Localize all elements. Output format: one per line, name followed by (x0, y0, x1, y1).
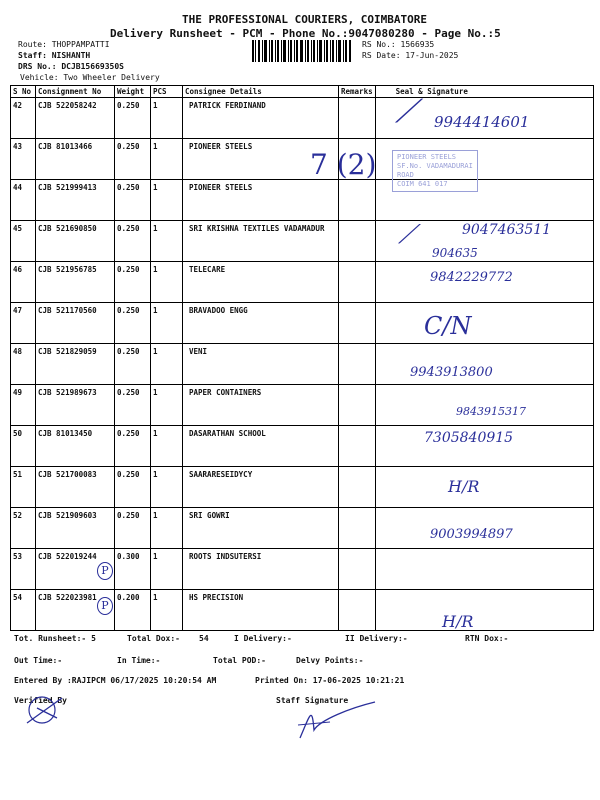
cell-weight: 0.250 (115, 344, 151, 385)
cell-sno: 52 (11, 508, 36, 549)
staff-label: Staff: NISHANTH (18, 51, 91, 60)
table-header-row (11, 86, 594, 98)
runsheet-table (10, 85, 594, 631)
cell-pcs: 1 (151, 139, 183, 180)
cell-weight: 0.250 (115, 221, 151, 262)
handwritten-phone-46: 9842229772 (430, 270, 513, 285)
cell-sno: 53 (11, 549, 36, 590)
cell-weight: 0.250 (115, 426, 151, 467)
col-consignment: Consignment No (36, 86, 115, 98)
cell-consignment: CJB 81013450 (36, 426, 115, 467)
barcode-image (252, 40, 352, 62)
cell-consignee: ROOTS INDSUTERSI (183, 549, 339, 590)
cell-weight: 0.300 (115, 549, 151, 590)
cell-sno: 44 (11, 180, 36, 221)
cell-sno: 49 (11, 385, 36, 426)
cell-pcs: 1 (151, 426, 183, 467)
delvy-points: Delvy Points:- (296, 656, 364, 665)
cell-weight: 0.250 (115, 98, 151, 139)
cell-consignee: TELECARE (183, 262, 339, 303)
total-dox-label: Total Dox:- (127, 634, 180, 643)
cell-remarks (339, 303, 376, 344)
printed-on: Printed On: 17-06-2025 10:21:21 (255, 676, 405, 685)
cell-consignee: PIONEER STEELS (183, 180, 339, 221)
cell-pcs: 1 (151, 590, 183, 631)
pod-mark-54: P (97, 597, 113, 615)
cell-sno: 46 (11, 262, 36, 303)
verified-signature-icon (22, 688, 82, 728)
ii-delivery: II Delivery:- (345, 634, 408, 643)
cell-consignment: CJB 521956785 (36, 262, 115, 303)
cell-consignee: PIONEER STEELS (183, 139, 339, 180)
cell-consignee: SRI GOWRI (183, 508, 339, 549)
cell-weight: 0.250 (115, 180, 151, 221)
cell-pcs: 1 (151, 98, 183, 139)
rs-number: RS No.: 1566935 (362, 40, 435, 49)
verified-by-label: Verified By (14, 696, 67, 705)
handwritten-count-43: 7 (2) (310, 148, 377, 181)
cell-pcs: 1 (151, 385, 183, 426)
route-label: Route: THOPPAMPATTI (18, 40, 110, 49)
col-signature: Seal & Signature (375, 86, 593, 98)
handwritten-phone-52: 9003994897 (430, 527, 513, 542)
in-time: In Time:- (117, 656, 161, 665)
handwritten-note-45: 904635 (432, 246, 478, 260)
cell-signature (375, 549, 593, 590)
col-remarks: Remarks (339, 86, 376, 98)
handwritten-phone-49: 9843915317 (456, 405, 526, 418)
cell-consignee: DASARATHAN SCHOOL (183, 426, 339, 467)
handwritten-phone-42: 9944414601 (434, 113, 530, 131)
company-stamp: PIONEER STEELS SF.No. VADAMADURAI ROAD COIM 641 017 (392, 150, 478, 192)
cell-remarks (339, 180, 376, 221)
col-pcs: PCS (151, 86, 183, 98)
vehicle-label: Vehicle: Two Wheeler Delivery (20, 73, 160, 82)
cell-remarks (339, 426, 376, 467)
cell-consignment: CJB 522023981 (36, 590, 115, 631)
total-runsheet: Tot. Runsheet:- 5 (14, 634, 96, 643)
cell-consignment: CJB 81013466 (36, 139, 115, 180)
cell-sno: 50 (11, 426, 36, 467)
cell-consignee: HS PRECISION (183, 590, 339, 631)
total-dox-value: 54 (199, 634, 209, 643)
total-pod: Total POD:- (213, 656, 266, 665)
cell-pcs: 1 (151, 180, 183, 221)
cell-pcs: 1 (151, 221, 183, 262)
rtn-dox: RTN Dox:- (465, 634, 509, 643)
cell-remarks (339, 98, 376, 139)
cell-weight: 0.250 (115, 303, 151, 344)
cell-consignee: VENI (183, 344, 339, 385)
cell-sno: 51 (11, 467, 36, 508)
cell-consignment: CJB 521909603 (36, 508, 115, 549)
pod-mark-53: P (97, 562, 113, 580)
drs-number: DRS No.: DCJB15669350S (18, 62, 124, 71)
cell-signature (375, 467, 593, 508)
cell-pcs: 1 (151, 467, 183, 508)
cell-remarks (339, 221, 376, 262)
cell-consignment: CJB 521170560 (36, 303, 115, 344)
signature-mark-42: ⟋ (395, 92, 418, 130)
signature-mark-45: ⟋ (398, 220, 417, 250)
table-row (11, 344, 594, 385)
handwritten-phone-48: 9943913800 (410, 365, 493, 380)
cell-weight: 0.250 (115, 385, 151, 426)
cell-remarks (339, 467, 376, 508)
cell-sno: 45 (11, 221, 36, 262)
cell-remarks (339, 508, 376, 549)
col-consignee: Consignee Details (183, 86, 339, 98)
cell-sno: 42 (11, 98, 36, 139)
table-row (11, 180, 594, 221)
table-row (11, 303, 594, 344)
cell-consignee: SAARARESEIDYCY (183, 467, 339, 508)
cell-consignment: CJB 521690850 (36, 221, 115, 262)
cell-pcs: 1 (151, 549, 183, 590)
cell-remarks (339, 590, 376, 631)
entered-by: Entered By :RAJIPCM 06/17/2025 10:20:54 AM (14, 676, 217, 685)
cell-weight: 0.250 (115, 139, 151, 180)
cell-weight: 0.250 (115, 262, 151, 303)
cell-consignment: CJB 521829059 (36, 344, 115, 385)
cell-consignment: CJB 521999413 (36, 180, 115, 221)
table-row (11, 139, 594, 180)
handwritten-phone-50: 7305840915 (424, 430, 514, 446)
cell-consignee: SRI KRISHNA TEXTILES VADAMADUR (183, 221, 339, 262)
cell-sno: 43 (11, 139, 36, 180)
col-sno: S No (11, 86, 36, 98)
cell-pcs: 1 (151, 344, 183, 385)
cell-weight: 0.250 (115, 467, 151, 508)
cell-consignment: CJB 522058242 (36, 98, 115, 139)
cell-remarks (339, 344, 376, 385)
cell-sno: 48 (11, 344, 36, 385)
cell-consignment: CJB 522019244 (36, 549, 115, 590)
cell-pcs: 1 (151, 262, 183, 303)
col-weight: Weight (115, 86, 151, 98)
cell-remarks (339, 262, 376, 303)
cell-pcs: 1 (151, 508, 183, 549)
cell-signature (375, 303, 593, 344)
cell-consignee: PATRICK FERDINAND (183, 98, 339, 139)
cell-sno: 54 (11, 590, 36, 631)
cell-sno: 47 (11, 303, 36, 344)
runsheet-title: Delivery Runsheet - PCM - Phone No.:9047080280 - Page No.:5 (110, 27, 501, 40)
table-row (11, 467, 594, 508)
cell-consignment: CJB 521700083 (36, 467, 115, 508)
cell-weight: 0.200 (115, 590, 151, 631)
cell-pcs: 1 (151, 303, 183, 344)
cell-weight: 0.250 (115, 508, 151, 549)
handwritten-hr-51: H/R (448, 477, 480, 496)
handwritten-hr-54: H/R (442, 612, 474, 631)
cell-consignee: PAPER CONTAINERS (183, 385, 339, 426)
handwritten-phone-45: 9047463511 (462, 222, 552, 238)
cell-remarks (339, 385, 376, 426)
i-delivery: I Delivery:- (234, 634, 292, 643)
cell-signature (375, 590, 593, 631)
staff-signature-icon (290, 700, 380, 745)
staff-signature-label: Staff Signature (276, 696, 349, 705)
rs-date: RS Date: 17-Jun-2025 (362, 51, 459, 60)
cell-consignment: CJB 521989673 (36, 385, 115, 426)
company-title: THE PROFESSIONAL COURIERS, COIMBATORE (182, 13, 428, 26)
cell-remarks (339, 549, 376, 590)
cell-consignee: BRAVADOO ENGG (183, 303, 339, 344)
handwritten-cn-47: C/N (424, 312, 472, 340)
out-time: Out Time:- (14, 656, 63, 665)
